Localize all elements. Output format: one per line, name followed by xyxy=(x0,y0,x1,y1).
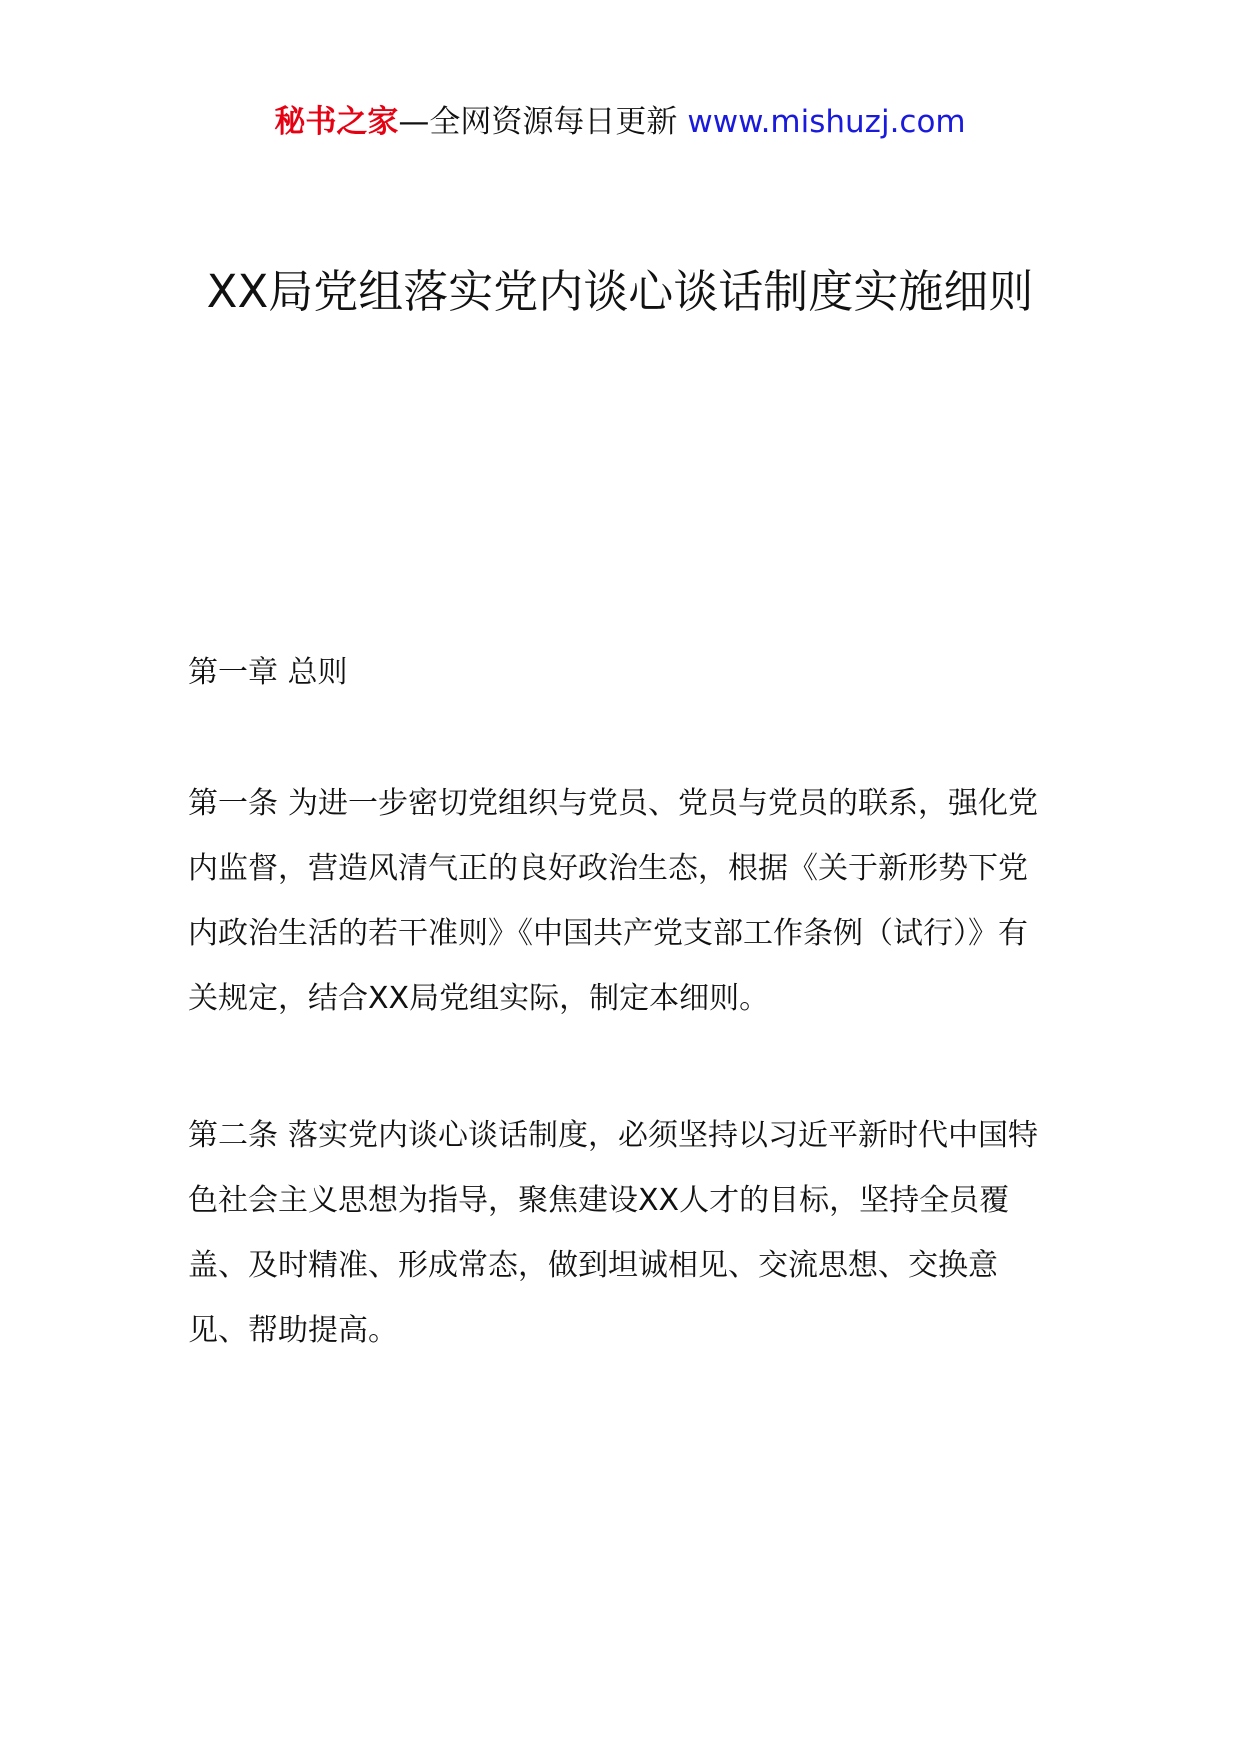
article-2-label: 第二条 xyxy=(188,1118,278,1153)
header-tagline: —全网资源每日更新 xyxy=(398,104,678,140)
article-1-label: 第一条 xyxy=(188,786,278,821)
article-1-text: 为进一步密切党组织与党员、党员与党员的联系，强化党内监督，营造风清气正的良好政治生态，根据《关于新形势下党内政治生活的若干准则》《中国共产党支部工作条例（试行）》有关规定，结合XX局党组实际，制定本细则。 xyxy=(188,786,1038,1016)
article-2-paragraph xyxy=(188,1103,1056,1363)
chapter-heading: 第一章 总则 xyxy=(188,655,348,690)
brand-name: 秘书之家 xyxy=(274,104,399,140)
article-2-text: 落实党内谈心谈话制度，必须坚持以习近平新时代中国特色社会主义思想为指导，聚焦建设XX人才的目标，坚持全员覆盖、及时精准、形成常态，做到坦诚相见、交流思想、交换意见、帮助提高。 xyxy=(188,1118,1038,1348)
site-header xyxy=(0,100,1240,144)
article-1-paragraph xyxy=(188,771,1056,1031)
document-title: XX局党组落实党内谈心谈话制度实施细则 xyxy=(206,265,1034,318)
site-url-link[interactable]: www.mishuzj.com xyxy=(687,104,966,140)
